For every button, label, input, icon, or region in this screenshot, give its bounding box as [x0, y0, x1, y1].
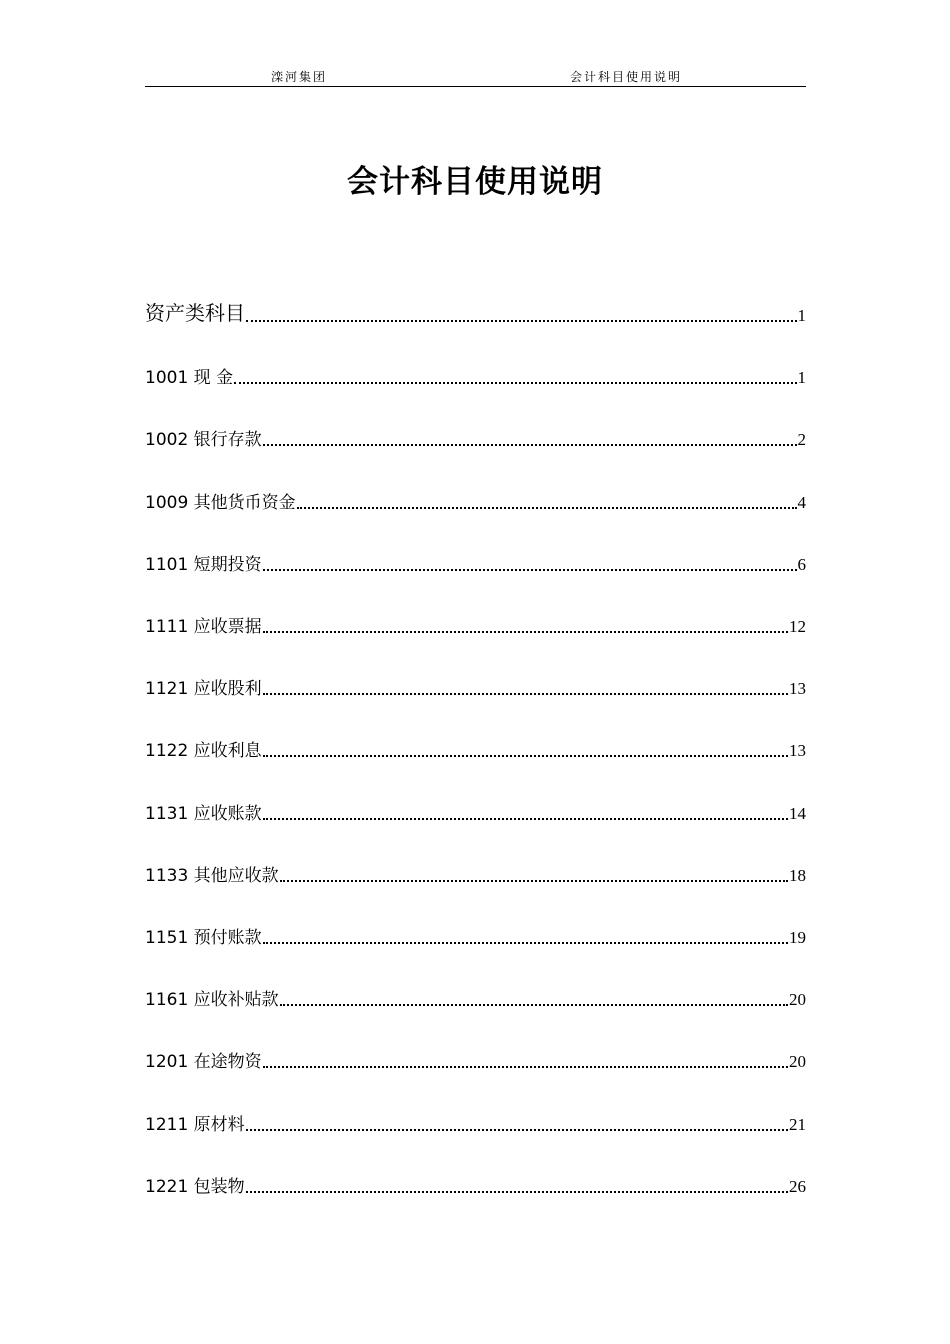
toc-entry[interactable]: [145, 300, 806, 326]
toc-entry-label: 1009 其他货币资金: [145, 493, 296, 513]
toc-entry[interactable]: [145, 611, 806, 637]
header-right-text: 会计科目使用说明: [570, 70, 683, 84]
toc-dot-leader: [280, 1004, 788, 1006]
toc-dot-leader: [234, 382, 796, 384]
toc-entry-page-number: 21: [789, 1115, 806, 1134]
toc-entry-page-number: 2: [797, 430, 806, 449]
toc-entry-label: 1121 应收股利: [145, 679, 262, 699]
toc-entry[interactable]: [145, 1171, 806, 1197]
toc-entry-page-number: 20: [789, 990, 806, 1009]
toc-dot-leader: [246, 1129, 788, 1131]
toc-entry[interactable]: [145, 673, 806, 699]
toc-dot-leader: [263, 444, 797, 446]
toc-entry-label: 1201 在途物资: [145, 1052, 262, 1072]
toc-entry-label: 1161 应收补贴款: [145, 990, 279, 1010]
toc-entry[interactable]: [145, 735, 806, 761]
toc-entry[interactable]: [145, 487, 806, 513]
toc-dot-leader: [263, 693, 788, 695]
toc-entry[interactable]: [145, 1046, 806, 1072]
toc-entry[interactable]: [145, 798, 806, 824]
toc-entry-page-number: 18: [789, 866, 806, 885]
toc-entry-page-number: 13: [789, 741, 806, 760]
toc-entry-label: 1122 应收利息: [145, 741, 262, 761]
toc-entry-page-number: 20: [789, 1052, 806, 1071]
toc-dot-leader: [263, 1066, 788, 1068]
toc-dot-leader: [263, 818, 788, 820]
toc-dot-leader: [280, 880, 788, 882]
header-left-text: 滦河集团: [271, 70, 328, 84]
toc-dot-leader: [263, 631, 788, 633]
page-header: [145, 66, 806, 87]
document-title: 会计科目使用说明: [347, 164, 603, 200]
toc-dot-leader: [263, 755, 788, 757]
toc-dot-leader: [246, 320, 797, 322]
toc-entry[interactable]: [145, 860, 806, 886]
toc-dot-leader: [263, 942, 788, 944]
toc-entry-page-number: 26: [789, 1177, 806, 1196]
toc-entry-label: 1131 应收账款: [145, 804, 262, 824]
toc-entry-page-number: 1: [797, 306, 806, 325]
toc-entry-page-number: 19: [789, 928, 806, 947]
toc-entry[interactable]: [145, 984, 806, 1010]
toc-entry[interactable]: [145, 922, 806, 948]
toc-entry-label: 1111 应收票据: [145, 617, 262, 637]
toc-entry-page-number: 14: [789, 804, 806, 823]
toc-entry-label: 1001 现 金: [145, 368, 234, 388]
toc-entry-label: 1151 预付账款: [145, 928, 262, 948]
toc-entry-page-number: 1: [797, 368, 806, 387]
toc-dot-leader: [263, 569, 797, 571]
toc-entry[interactable]: [145, 549, 806, 575]
toc-entry-label: 1002 银行存款: [145, 430, 262, 450]
toc-entry-page-number: 12: [789, 617, 806, 636]
toc-entry[interactable]: [145, 424, 806, 450]
toc-entry-page-number: 6: [797, 555, 806, 574]
toc-entry-label: 1101 短期投资: [145, 555, 262, 575]
toc-entry-label: 1133 其他应收款: [145, 866, 279, 886]
toc-entry[interactable]: [145, 1109, 806, 1135]
toc-entry-label: 资产类科目: [145, 301, 245, 325]
toc-entry-label: 1211 原材料: [145, 1115, 245, 1135]
toc-dot-leader: [246, 1191, 788, 1193]
toc-entry-page-number: 4: [797, 493, 806, 512]
toc-entry[interactable]: [145, 362, 806, 388]
toc-dot-leader: [297, 507, 797, 509]
toc-entry-page-number: 13: [789, 679, 806, 698]
toc-entry-label: 1221 包装物: [145, 1177, 245, 1197]
